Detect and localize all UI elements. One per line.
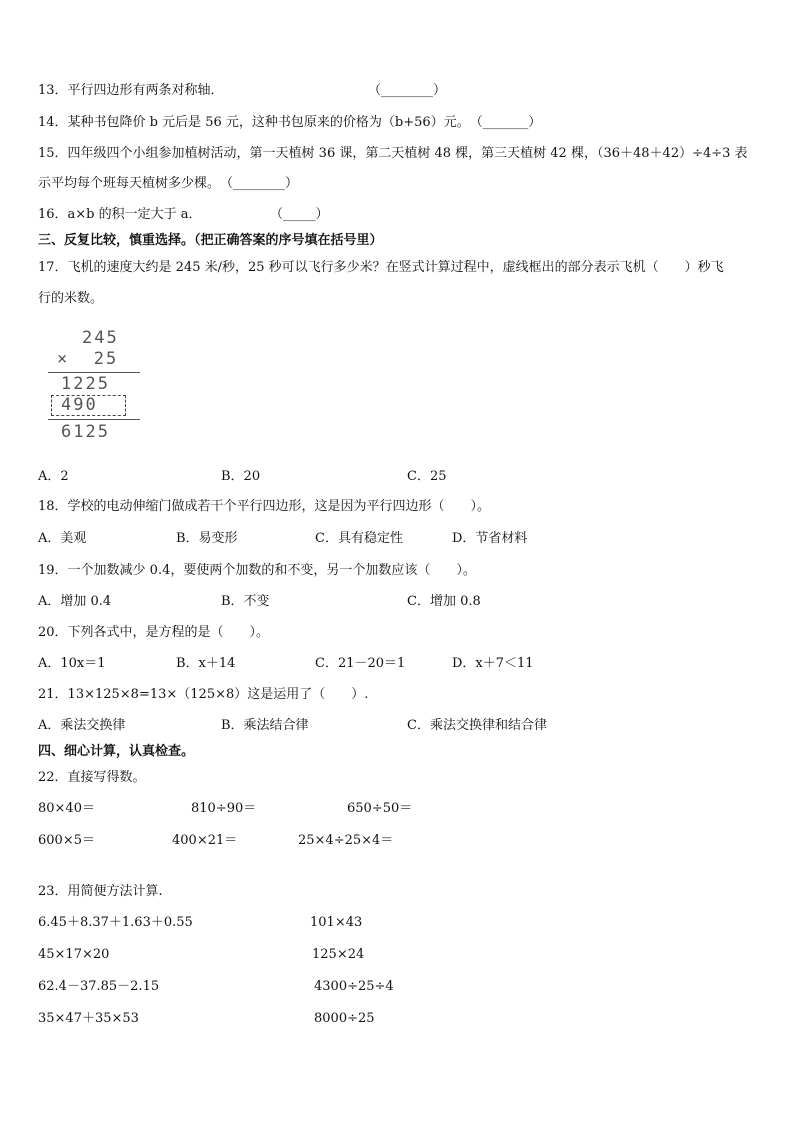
option-c[interactable]: C．25 — [407, 469, 447, 484]
question-17-line1: 17．飞机的速度大约是 245 米/秒，25 秒可以飞行多少米？在竖式计算过程中，虚线框出的部分表示飞机（ ）秒飞 — [38, 260, 724, 275]
answer-blank[interactable]: （________） — [368, 83, 447, 98]
question-19: 19．一个加数减少 0.4，要使两个加数的和不变，另一个加数应该（ ）。 — [38, 563, 476, 578]
option-a[interactable]: A．乘法交换律 — [38, 718, 126, 733]
section-heading-4: 四、细心计算，认真检查。 — [38, 744, 195, 759]
calc-rule-line — [48, 419, 140, 420]
question-20: 20．下列各式中，是方程的是（ ）。 — [38, 625, 270, 640]
question-15-line2 — [38, 175, 298, 193]
question-18: 18．学校的电动伸缩门做成若干个平行四边形，这是因为平行四边形（ ）。 — [38, 499, 491, 514]
calc-item: 8000÷25 — [314, 1011, 375, 1026]
option-a[interactable]: A．10x＝1 — [38, 656, 106, 671]
question-15-line1: 15．四年级四个小组参加植树活动，第一天植树 36 课，第二天植树 48 棵，第三天植树 42 棵，（36＋48＋42）÷4÷3 表 — [38, 146, 748, 161]
option-a[interactable]: A．2 — [38, 469, 69, 484]
option-a[interactable]: A．美观 — [38, 531, 87, 546]
calc-item: 810÷90＝ — [191, 801, 257, 816]
answer-blank[interactable]: （_____） — [270, 207, 329, 222]
calc-multiplicand: 245 — [82, 328, 119, 348]
question-16-text: 16．a×b 的积一定大于 a． — [38, 207, 202, 222]
question-16 — [38, 206, 202, 224]
question-21: 21．13×125×8=13×（125×8）这是运用了（ ）. — [38, 687, 369, 702]
option-c[interactable]: C．具有稳定性 — [315, 531, 403, 546]
option-b[interactable]: B．20 — [221, 469, 261, 484]
calc-item: 600×5＝ — [38, 833, 95, 848]
section-heading-3: 三、反复比较，慎重选择。（把正确答案的序号填在括号里） — [38, 233, 383, 248]
question-17-line2: 行的米数。 — [38, 291, 104, 306]
option-a[interactable]: A．增加 0.4 — [38, 594, 112, 609]
calc-item: 35×47＋35×53 — [38, 1011, 139, 1026]
option-d[interactable]: D．x＋7＜11 — [452, 656, 534, 671]
option-b[interactable]: B．x＋14 — [176, 656, 236, 671]
option-c[interactable]: C．21－20＝1 — [315, 656, 406, 671]
option-c[interactable]: C．增加 0.8 — [407, 594, 481, 609]
option-b[interactable]: B．不变 — [221, 594, 270, 609]
calc-item: 125×24 — [312, 947, 365, 962]
question-15-text: 示平均每个班每天植树多少棵。 — [38, 176, 221, 191]
question-14 — [38, 114, 541, 132]
option-b[interactable]: B．乘法结合律 — [221, 718, 309, 733]
calc-item: 25×4÷25×4＝ — [298, 833, 394, 848]
option-c[interactable]: C．乘法交换律和结合律 — [407, 718, 547, 733]
question-13-text: 13．平行四边形有两条对称轴． — [38, 83, 224, 98]
calc-item: 80×40＝ — [38, 801, 95, 816]
calc-item: 400×21＝ — [172, 833, 238, 848]
question-22: 22．直接写得数。 — [38, 770, 146, 785]
calc-partial-product-2: 490 — [61, 395, 98, 415]
option-d[interactable]: D．节省材料 — [452, 531, 528, 546]
calc-item: 62.4－37.85－2.15 — [38, 979, 160, 994]
calc-partial-product-1: 1225 — [61, 374, 110, 394]
option-b[interactable]: B．易变形 — [176, 531, 238, 546]
vertical-calculation-figure — [48, 322, 148, 447]
question-23: 23．用简便方法计算. — [38, 884, 163, 899]
calc-item: 4300÷25÷4 — [314, 979, 394, 994]
question-14-text: 14．某种书包降价 b 元后是 56 元，这种书包原来的价格为（b+56）元。 — [38, 115, 470, 130]
calc-item: 101×43 — [310, 915, 363, 930]
calc-multiplier: × 25 — [57, 349, 119, 369]
calc-item: 650÷50＝ — [347, 801, 413, 816]
answer-blank[interactable]: （________） — [220, 176, 299, 191]
calc-item: 45×17×20 — [38, 947, 110, 962]
calc-rule-line — [48, 372, 140, 373]
calc-item: 6.45＋8.37＋1.63＋0.55 — [38, 915, 193, 930]
calc-result: 6125 — [61, 422, 110, 442]
question-13 — [38, 82, 224, 100]
answer-blank[interactable]: （_______） — [469, 115, 542, 130]
